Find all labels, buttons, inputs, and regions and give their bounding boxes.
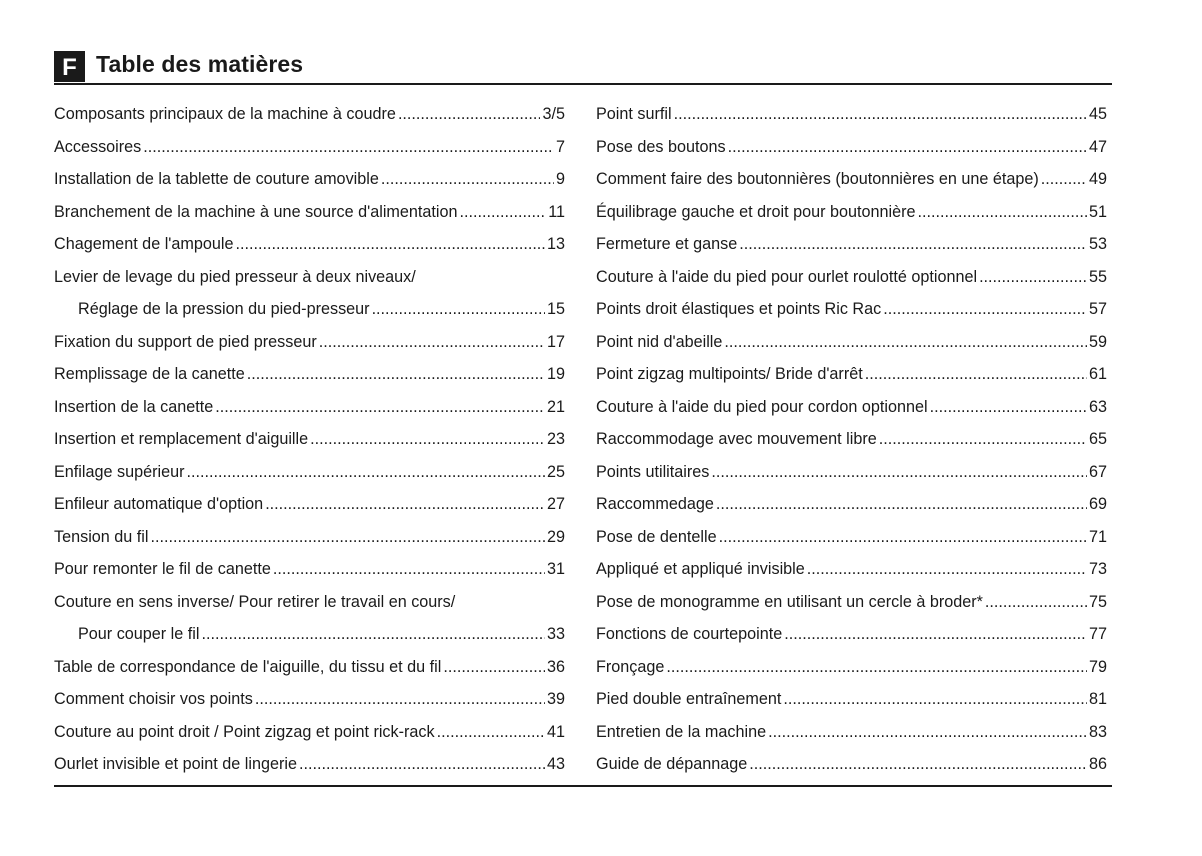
toc-entry[interactable] [54, 456, 565, 489]
toc-entry-title: Levier de levage du pied presseur à deux niveaux/ [54, 267, 416, 286]
toc-entry[interactable] [54, 358, 565, 391]
toc-entry[interactable] [54, 683, 565, 716]
toc-entry-title: Entretien de la machine [596, 722, 767, 741]
page-header [54, 51, 1112, 85]
toc-leader-dots [235, 234, 545, 254]
toc-entry-page: 23 [546, 430, 565, 449]
toc-leader-dots [201, 624, 545, 644]
toc-leader-dots [985, 592, 1087, 612]
toc-leader-dots [1041, 169, 1087, 189]
toc-entry[interactable] [54, 423, 565, 456]
toc-entry-title: Fronçage [596, 657, 665, 676]
toc-leader-dots [247, 364, 545, 384]
toc-entry[interactable] [596, 716, 1107, 749]
toc-leader-dots [719, 527, 1087, 547]
toc-right-column [596, 98, 1107, 781]
toc-leader-dots [768, 722, 1087, 742]
toc-leader-dots [666, 657, 1087, 677]
toc-leader-dots [807, 559, 1087, 579]
toc-leader-dots [716, 494, 1087, 514]
toc-entry-page: 41 [546, 722, 565, 741]
toc-leader-dots [398, 104, 541, 124]
toc-entry-title: Points droit élastiques et points Ric Rac [596, 300, 882, 319]
toc-entry[interactable] [596, 196, 1107, 229]
toc-entry-page: 51 [1088, 202, 1107, 221]
footer-rule [54, 785, 1112, 787]
toc-leader-dots [443, 657, 545, 677]
toc-entry-title: Pose de dentelle [596, 527, 717, 546]
toc-entry-page: 61 [1088, 365, 1107, 384]
toc-leader-dots [879, 429, 1087, 449]
toc-entry-page: 86 [1088, 755, 1107, 774]
toc-entry-title: Comment choisir vos points [54, 690, 253, 709]
toc-entry-page: 15 [546, 300, 565, 319]
toc-entry-page: 57 [1088, 300, 1107, 319]
toc-entry-page: 21 [546, 397, 565, 416]
toc-leader-dots [265, 494, 545, 514]
toc-leader-dots [319, 332, 545, 352]
toc-entry-title: Couture à l'aide du pied pour ourlet roulotté optionnel [596, 267, 978, 286]
toc-entry-page: 55 [1088, 267, 1107, 286]
toc-entry[interactable] [54, 131, 565, 164]
toc-entry[interactable] [596, 98, 1107, 131]
toc-entry-title: Fonctions de courtepointe [596, 625, 783, 644]
toc-entry[interactable] [54, 553, 565, 586]
toc-entry-page: 77 [1088, 625, 1107, 644]
toc-entry-title: Guide de dépannage [596, 755, 748, 774]
toc-leader-dots [728, 137, 1087, 157]
toc-entry-title: Point surfil [596, 105, 672, 124]
toc-entry-title: Composants principaux de la machine à coudre [54, 105, 396, 124]
toc-entry[interactable] [54, 748, 565, 781]
toc-entry-page: 7 [555, 137, 565, 156]
toc-entry-title: Enfileur automatique d'option [54, 495, 264, 514]
toc-entry-title: Remplissage de la canette [54, 365, 245, 384]
toc-entry-page: 27 [546, 495, 565, 514]
toc-leader-dots [979, 267, 1087, 287]
toc-entry[interactable] [54, 228, 565, 261]
toc-leader-dots [437, 722, 545, 742]
toc-entry-title: Réglage de la pression du pied-presseur [78, 300, 370, 319]
toc-entry-heading [54, 586, 565, 619]
toc-entry[interactable] [54, 521, 565, 554]
toc-leader-dots [711, 462, 1087, 482]
toc-leader-dots [255, 689, 545, 709]
toc-entry[interactable] [596, 748, 1107, 781]
toc-entry-title: Pour couper le fil [78, 625, 200, 644]
toc-entry-page: 13 [546, 235, 565, 254]
toc-entry[interactable] [54, 326, 565, 359]
toc-leader-dots [930, 397, 1087, 417]
toc-entry-page: 29 [546, 527, 565, 546]
toc-entry[interactable] [596, 651, 1107, 684]
toc-entry-page: 49 [1088, 170, 1107, 189]
toc-entry-page: 36 [546, 657, 565, 676]
toc-entry-page: 67 [1088, 462, 1107, 481]
toc-entry[interactable] [596, 391, 1107, 424]
toc-leader-dots [143, 137, 554, 157]
toc-leader-dots [674, 104, 1087, 124]
toc-leader-dots [739, 234, 1087, 254]
toc-entry[interactable] [596, 293, 1107, 326]
toc-entry-title: Comment faire des boutonnières (boutonnières en une étape) [596, 170, 1039, 189]
toc-entry[interactable] [54, 651, 565, 684]
toc-entry-title: Couture à l'aide du pied pour cordon optionnel [596, 397, 928, 416]
toc-leader-dots [310, 429, 545, 449]
toc-leader-dots [917, 202, 1087, 222]
toc-entry-page: 11 [548, 202, 565, 221]
language-badge: F [54, 51, 85, 82]
toc-entry-title: Appliqué et appliqué invisible [596, 560, 805, 579]
toc-entry-page: 17 [546, 332, 565, 351]
toc-entry[interactable] [596, 228, 1107, 261]
toc-entry-title: Chagement de l'ampoule [54, 235, 234, 254]
toc-entry-title: Enfilage supérieur [54, 462, 185, 481]
toc-leader-dots [150, 527, 545, 547]
toc-leader-dots [784, 624, 1087, 644]
toc-entry[interactable] [596, 261, 1107, 294]
toc-entry-page: 69 [1088, 495, 1107, 514]
toc-entry-title: Insertion et remplacement d'aiguille [54, 430, 309, 449]
toc-leader-dots [372, 299, 545, 319]
toc-entry-page: 71 [1088, 527, 1107, 546]
toc-entry-title: Accessoires [54, 137, 142, 156]
toc-leader-dots [783, 689, 1087, 709]
toc-leader-dots [381, 169, 554, 189]
toc-entry-title: Couture au point droit / Point zigzag et point rick-rack [54, 722, 435, 741]
toc-entry-page: 9 [555, 170, 565, 189]
toc-entry[interactable] [596, 456, 1107, 489]
toc-entry-page: 81 [1088, 690, 1107, 709]
toc-entry[interactable] [596, 521, 1107, 554]
toc-leader-dots [273, 559, 545, 579]
toc-entry[interactable] [596, 326, 1107, 359]
toc-entry-heading [54, 261, 565, 294]
toc-entry[interactable] [54, 391, 565, 424]
toc-left-column [54, 98, 565, 781]
toc-entry-title: Pose de monogramme en utilisant un cercle à broder* [596, 592, 983, 611]
toc-leader-dots [460, 202, 547, 222]
toc-entry-page: 19 [546, 365, 565, 384]
toc-entry-title: Pied double entraînement [596, 690, 782, 709]
toc-leader-dots [883, 299, 1087, 319]
toc-entry-page: 65 [1088, 430, 1107, 449]
toc-entry-page: 47 [1088, 137, 1107, 156]
toc-entry[interactable] [596, 131, 1107, 164]
toc-entry[interactable] [54, 163, 565, 196]
toc-entry-title: Couture en sens inverse/ Pour retirer le travail en cours/ [54, 592, 456, 611]
toc-entry-title: Raccommodage avec mouvement libre [596, 430, 877, 449]
toc-entry-title: Ourlet invisible et point de lingerie [54, 755, 297, 774]
toc-entry[interactable] [596, 488, 1107, 521]
toc-entry-page: 79 [1088, 657, 1107, 676]
toc-entry-page: 83 [1088, 722, 1107, 741]
toc-entry-title: Pose des boutons [596, 137, 726, 156]
page-title: Table des matières [96, 51, 304, 77]
toc-entry-page: 39 [546, 690, 565, 709]
toc-entry[interactable] [596, 683, 1107, 716]
toc-entry-title: Point nid d'abeille [596, 332, 723, 351]
toc-entry-title: Tension du fil [54, 527, 149, 546]
toc-entry[interactable] [54, 488, 565, 521]
toc-entry[interactable] [596, 423, 1107, 456]
toc-leader-dots [299, 754, 545, 774]
toc-entry-title: Branchement de la machine à une source d'alimentation [54, 202, 458, 221]
toc-entry[interactable] [54, 618, 565, 651]
toc-entry-page: 3/5 [542, 105, 565, 124]
toc-entry-page: 63 [1088, 397, 1107, 416]
toc-entry[interactable] [596, 163, 1107, 196]
toc-entry-page: 43 [546, 755, 565, 774]
toc-entry[interactable] [54, 196, 565, 229]
toc-entry-title: Équilibrage gauche et droit pour boutonnière [596, 202, 916, 221]
toc-entry[interactable] [596, 358, 1107, 391]
toc-entry-title: Insertion de la canette [54, 397, 214, 416]
toc-entry-title: Fermeture et ganse [596, 235, 738, 254]
toc-entry[interactable] [596, 618, 1107, 651]
toc-entry-page: 73 [1088, 560, 1107, 579]
toc-entry[interactable] [54, 716, 565, 749]
toc-leader-dots [186, 462, 545, 482]
toc-entry-title: Fixation du support de pied presseur [54, 332, 317, 351]
toc-entry[interactable] [596, 586, 1107, 619]
toc-entry[interactable] [54, 98, 565, 131]
toc-entry-page: 31 [546, 560, 565, 579]
toc-entry-title: Raccommedage [596, 495, 714, 514]
toc-entry-title: Pour remonter le fil de canette [54, 560, 271, 579]
toc-entry-title: Point zigzag multipoints/ Bride d'arrêt [596, 365, 863, 384]
toc-leader-dots [215, 397, 545, 417]
toc-leader-dots [865, 364, 1087, 384]
toc-leader-dots [749, 754, 1087, 774]
toc-entry-title: Installation de la tablette de couture amovible [54, 170, 379, 189]
toc-entry-title: Points utilitaires [596, 462, 710, 481]
toc-entry[interactable] [54, 293, 565, 326]
toc-leader-dots [724, 332, 1087, 352]
toc-entry-page: 33 [546, 625, 565, 644]
toc-entry-page: 75 [1088, 592, 1107, 611]
toc-entry-page: 53 [1088, 235, 1107, 254]
toc-entry[interactable] [596, 553, 1107, 586]
toc-entry-page: 25 [546, 462, 565, 481]
toc-entry-page: 59 [1088, 332, 1107, 351]
toc-entry-title: Table de correspondance de l'aiguille, du tissu et du fil [54, 657, 442, 676]
toc-entry-page: 45 [1088, 105, 1107, 124]
